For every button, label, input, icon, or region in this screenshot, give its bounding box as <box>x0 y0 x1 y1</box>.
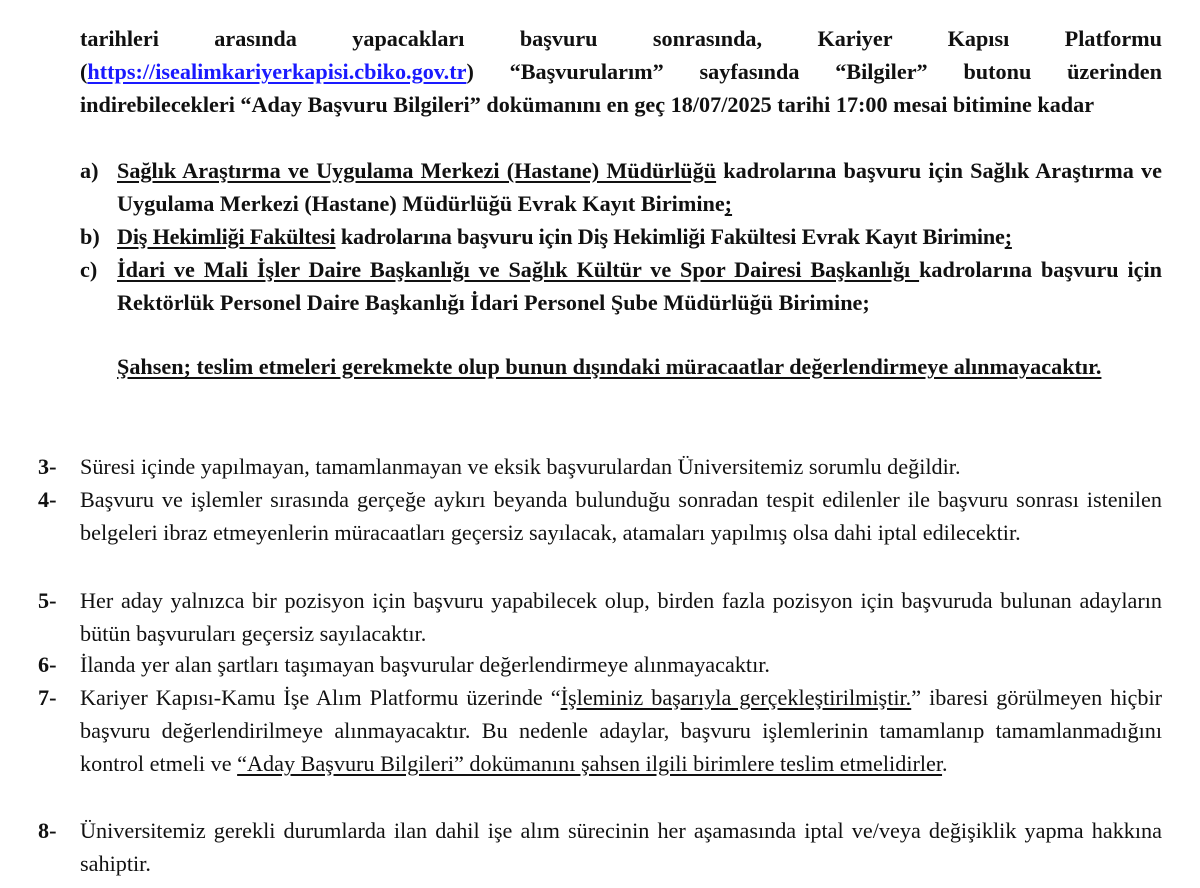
sub-item-body <box>117 253 1162 319</box>
item-text: Süresi içinde yapılmayan, tamamlanmayan ve eksik başvurulardan Üniversitemiz sorumlu değildir. <box>80 454 961 479</box>
sub-item-body <box>117 220 1162 253</box>
sub-item-a <box>80 154 1162 220</box>
item-text-part: . <box>942 751 948 776</box>
list-item-3 <box>38 450 1162 483</box>
item-number: 5- <box>38 588 57 613</box>
sub-item-c <box>80 253 1162 319</box>
item-text: Üniversitemiz gerekli durumlarda ilan dahil işe alım sürecinin her aşamasında iptal ve/veya değişiklik yapma hakkına sahiptir. <box>80 818 1162 876</box>
list-item-4 <box>38 483 1162 549</box>
item-text: Başvuru ve işlemler sırasında gerçeğe aykırı beyanda bulunduğu sonradan tespit edilenler ile başvuru sonrası istenilen belgeleri ibraz etmeyenlerin müracaatları geçersiz sayılacak, atamaları yapılmış olsa dahi iptal edilecektir. <box>80 487 1162 545</box>
sub-item-end: ; <box>724 191 733 216</box>
intro-open-paren: ( <box>80 59 88 84</box>
item-text-part: ” ibaresi görülmeyen hiçbir başvuru değerlendirilmeye alınmayacaktır. Bu nedenle adaylar, başvuru işlemlerinin tamamlanıp tamamlanmadığını kontrol etmeli ve <box>80 685 1163 776</box>
list-item-5 <box>38 584 1162 650</box>
sub-item-unit: İdari ve Mali İşler Daire Başkanlığı ve Sağlık Kültür ve Spor Dairesi Başkanlığı <box>117 257 920 282</box>
sub-item-unit: Sağlık Araştırma ve Uygulama Merkezi (Hastane) Müdürlüğü <box>117 158 717 183</box>
success-message-quote: İşleminiz başarıyla gerçekleştirilmiştir. <box>560 685 912 710</box>
item-number: 6- <box>38 652 57 677</box>
personal-delivery-note: Şahsen; teslim etmeleri gerekmekte olup bunun dışındaki müracaatlar değerlendirmeye alınmayacaktır. <box>117 354 1102 379</box>
list-item-6 <box>38 648 1162 681</box>
list-item-7 <box>38 681 1162 780</box>
sub-item-label: b) <box>80 224 100 249</box>
item-text <box>80 681 1162 780</box>
sub-item-text: kadrolarına başvuru için Sağlık Araştırma ve Uygulama Merkezi (Hastane) Müdürlüğü Evrak Kayıt Birimine <box>117 158 1162 216</box>
intro-text-1: tarihleri arasında yapacakları başvuru sonrasında, Kariyer Kapısı Platformu <box>80 26 1162 51</box>
sub-item-label: c) <box>80 257 98 282</box>
item-number: 7- <box>38 685 57 710</box>
sub-item-label: a) <box>80 158 99 183</box>
item-number: 3- <box>38 454 57 479</box>
item-text: İlanda yer alan şartları taşımayan başvurular değerlendirmeye alınmayacaktır. <box>80 652 770 677</box>
sub-item-body <box>117 154 1162 220</box>
platform-url-link[interactable]: https://isealimkariyerkapisi.cbiko.gov.tr <box>87 59 467 84</box>
sub-item-text: kadrolarına başvuru için Diş Hekimliği Fakültesi Evrak Kayıt Birimine <box>335 224 1005 249</box>
sub-item-unit: Diş Hekimliği Fakültesi <box>117 224 336 249</box>
item-number: 4- <box>38 487 57 512</box>
intro-text-2: ) “Başvurularım” sayfasında “Bilgiler” butonu üzerinden indirebilecekleri “Aday Başvuru Bilgileri” dokümanını en geç 18/07/2025 tarihi 17:00 mesai bitimine kadar <box>80 59 1162 117</box>
sub-item-end: ; <box>1004 224 1012 249</box>
list-item-8 <box>38 814 1162 880</box>
item-text-part: Kariyer Kapısı-Kamu İşe Alım Platformu üzerinde “ <box>80 685 561 710</box>
sub-item-text: kadrolarına başvuru için Rektörlük Personel Daire Başkanlığı İdari Personel Şube Müdürlüğü Birimine; <box>117 257 1162 315</box>
sub-item-b <box>80 220 1162 253</box>
item-number: 8- <box>38 818 57 843</box>
intro-paragraph <box>80 22 1162 121</box>
delivery-instruction: “Aday Başvuru Bilgileri” dokümanını şahsen ilgili birimlere teslim etmelidirler <box>237 751 943 776</box>
item-text: Her aday yalnızca bir pozisyon için başvuru yapabilecek olup, birden fazla pozisyon için başvuruda bulunan adayların bütün başvuruları geçersiz sayılacaktır. <box>80 588 1162 646</box>
